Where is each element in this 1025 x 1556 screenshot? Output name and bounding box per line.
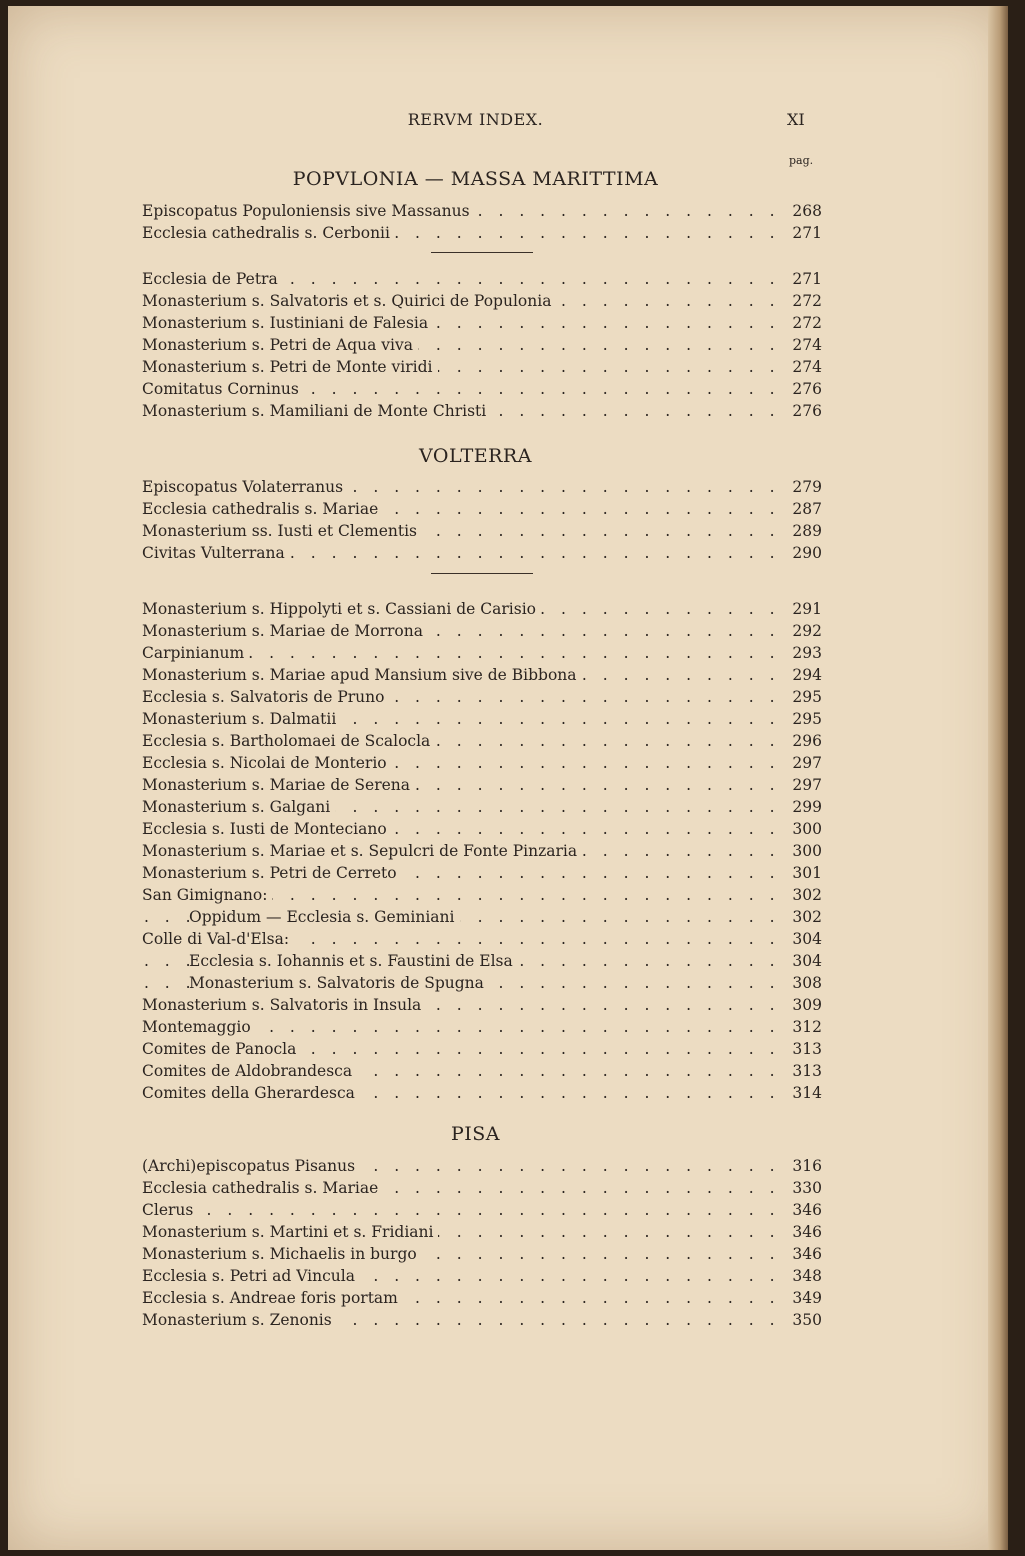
entry-label: Comitatus Corninus [142,380,304,398]
dot-leader [142,1199,780,1221]
entry-label: Ecclesia s. Bartholomaei de Scalocla [142,732,435,750]
entry-label: Monasterium s. Michaelis in burgo [142,1245,422,1263]
index-entry [142,642,822,664]
entry-label: Ecclesia cathedralis s. Mariae [142,500,383,518]
index-entry [142,1060,822,1082]
entry-page-number: 272 [792,292,822,310]
separator-rule [431,573,533,574]
index-entry [142,1038,822,1060]
index-entry [142,796,822,818]
entry-page-number: 313 [792,1062,822,1080]
entry-page-number: 300 [792,820,822,838]
index-entry [142,222,822,244]
index-entry [142,1177,822,1199]
entry-page-number: 309 [792,996,822,1014]
entry-label: Clerus [142,1201,198,1219]
entry-label: Monasterium s. Iustiniani de Falesia [142,314,433,332]
entry-label: Comites de Aldobrandesca [142,1062,357,1080]
entry-label: Ecclesia s. Salvatoris de Pruno [142,688,389,706]
index-entry [142,1221,822,1243]
section-title-volterra: VOLTERRA [419,445,532,467]
entry-list [142,1155,822,1331]
index-entry [142,1287,822,1309]
index-entry [142,620,822,642]
index-entry [142,476,822,498]
index-entry [142,1016,822,1038]
entry-label: Monasterium s. Petri de Cerreto [142,864,402,882]
index-entry [142,1082,822,1104]
entry-page-number: 350 [792,1311,822,1329]
entry-page-number: 274 [792,336,822,354]
entry-page-number: 293 [792,644,822,662]
entry-label: Monasterium ss. Iusti et Clementis [142,522,422,540]
entry-page-number: 346 [792,1245,822,1263]
entry-page-number: 289 [792,522,822,540]
pag-label: pag. [789,154,814,167]
index-entry [142,774,822,796]
entry-page-number: 314 [792,1084,822,1102]
index-entry [142,752,822,774]
index-entry [142,542,822,564]
index-entry [142,498,822,520]
entry-label: Ecclesia s. Nicolai de Monterio [142,754,392,772]
index-entry [142,950,822,972]
index-entry [142,268,822,290]
index-entry [142,312,822,334]
index-entry [142,520,822,542]
index-entry [142,1243,822,1265]
entry-label: Ecclesia s. Iohannis et s. Faustini de Elsa [189,952,518,970]
index-entry [142,1265,822,1287]
index-entry [142,200,822,222]
entry-page-number: 308 [792,974,822,992]
entry-label: Monasterium s. Salvatoris de Spugna [189,974,489,992]
entry-label: Ecclesia de Petra [142,270,283,288]
entry-label: Monasterium s. Salvatoris in Insula [142,996,426,1014]
entry-list [142,200,822,244]
index-entry [142,972,822,994]
entry-page-number: 304 [792,930,822,948]
entry-page-number: 301 [792,864,822,882]
entry-label: Carpinianum [142,644,249,662]
index-entry [142,290,822,312]
entry-label: Comites della Gherardesca [142,1084,360,1102]
page-edge [988,6,1008,1550]
entry-page-number: 316 [792,1157,822,1175]
entry-page-number: 330 [792,1179,822,1197]
index-entry [142,334,822,356]
entry-label: Ecclesia s. Iusti de Monteciano [142,820,392,838]
entry-label: Monasterium s. Mariae apud Mansium sive de Bibbona [142,666,582,684]
entry-page-number: 346 [792,1223,822,1241]
running-head [8,110,1008,134]
entry-list [142,598,822,1104]
entry-page-number: 312 [792,1018,822,1036]
entry-page-number: 299 [792,798,822,816]
entry-page-number: 349 [792,1289,822,1307]
entry-label: Monasterium s. Mariae de Morrona [142,622,428,640]
entry-label: Episcopatus Volaterranus [142,478,348,496]
entry-list [142,476,822,564]
index-entry [142,906,822,928]
entry-page-number: 300 [792,842,822,860]
entry-page-number: 292 [792,622,822,640]
entry-page-number: 271 [792,270,822,288]
separator-rule [431,252,533,253]
index-entry [142,708,822,730]
entry-label: Monasterium s. Salvatoris et s. Quirici de Populonia [142,292,556,310]
entry-label: (Archi)episcopatus Pisanus [142,1157,360,1175]
entry-page-number: 346 [792,1201,822,1219]
entry-page-number: 272 [792,314,822,332]
entry-page-number: 296 [792,732,822,750]
index-entry [142,664,822,686]
index-entry [142,356,822,378]
entry-page-number: 294 [792,666,822,684]
entry-page-number: 291 [792,600,822,618]
index-entry [142,928,822,950]
entry-label: Ecclesia cathedralis s. Mariae [142,1179,383,1197]
entry-page-number: 304 [792,952,822,970]
entry-page-number: 268 [792,202,822,220]
entry-label: Monasterium s. Dalmatii [142,710,341,728]
index-entry [142,818,822,840]
index-entry [142,884,822,906]
section-title-popvlonia: POPVLONIA — MASSA MARITTIMA [292,168,659,190]
entry-page-number: 290 [792,544,822,562]
section-title-pisa: PISA [450,1123,501,1145]
entry-page-number: 295 [792,688,822,706]
index-entry [142,994,822,1016]
entry-label: Comites de Panocla [142,1040,301,1058]
book-page [8,6,1008,1550]
entry-label: Ecclesia cathedralis s. Cerbonii [142,224,395,242]
index-entry [142,1309,822,1331]
index-entry [142,730,822,752]
entry-label: Oppidum — Ecclesia s. Geminiani [189,908,460,926]
entry-page-number: 287 [792,500,822,518]
entry-label: Monasterium s. Petri de Monte viridi [142,358,438,376]
entry-label: Ecclesia s. Andreae foris portam [142,1289,403,1307]
entry-page-number: 313 [792,1040,822,1058]
index-entry [142,686,822,708]
entry-label: Monasterium s. Hippolyti et s. Cassiani de Carisio [142,600,541,618]
entry-label: Ecclesia s. Petri ad Vincula [142,1267,360,1285]
entry-label: Monasterium s. Martini et s. Fridiani [142,1223,438,1241]
entry-label: Monasterium s. Mariae de Serena [142,776,415,794]
entry-label: Montemaggio [142,1018,256,1036]
entry-list [142,268,822,422]
entry-page-number: 274 [792,358,822,376]
entry-label: Colle di Val-d'Elsa: [142,930,294,948]
entry-label: Episcopatus Populoniensis sive Massanus [142,202,475,220]
entry-page-number: 276 [792,380,822,398]
index-entry [142,598,822,620]
entry-page-number: 302 [792,886,822,904]
index-entry [142,400,822,422]
entry-label: Monasterium s. Zenonis [142,1311,337,1329]
entry-page-number: 302 [792,908,822,926]
entry-label: Civitas Vulterrana [142,544,290,562]
entry-page-number: 271 [792,224,822,242]
entry-label: Monasterium s. Galgani [142,798,335,816]
index-entry [142,840,822,862]
index-entry [142,378,822,400]
entry-page-number: 297 [792,754,822,772]
index-entry [142,1155,822,1177]
index-entry [142,862,822,884]
entry-label: Monasterium s. Petri de Aqua viva [142,336,418,354]
entry-page-number: 276 [792,402,822,420]
entry-page-number: 297 [792,776,822,794]
index-entry [142,1199,822,1221]
entry-label: San Gimignano: [142,886,272,904]
entry-label: Monasterium s. Mamiliani de Monte Christi [142,402,491,420]
entry-page-number: 295 [792,710,822,728]
running-title: RERVM INDEX. [407,110,544,129]
entry-page-number: 348 [792,1267,822,1285]
entry-label: Monasterium s. Mariae et s. Sepulcri de Fonte Pinzaria [142,842,582,860]
entry-page-number: 279 [792,478,822,496]
page-number: XI [787,110,805,129]
